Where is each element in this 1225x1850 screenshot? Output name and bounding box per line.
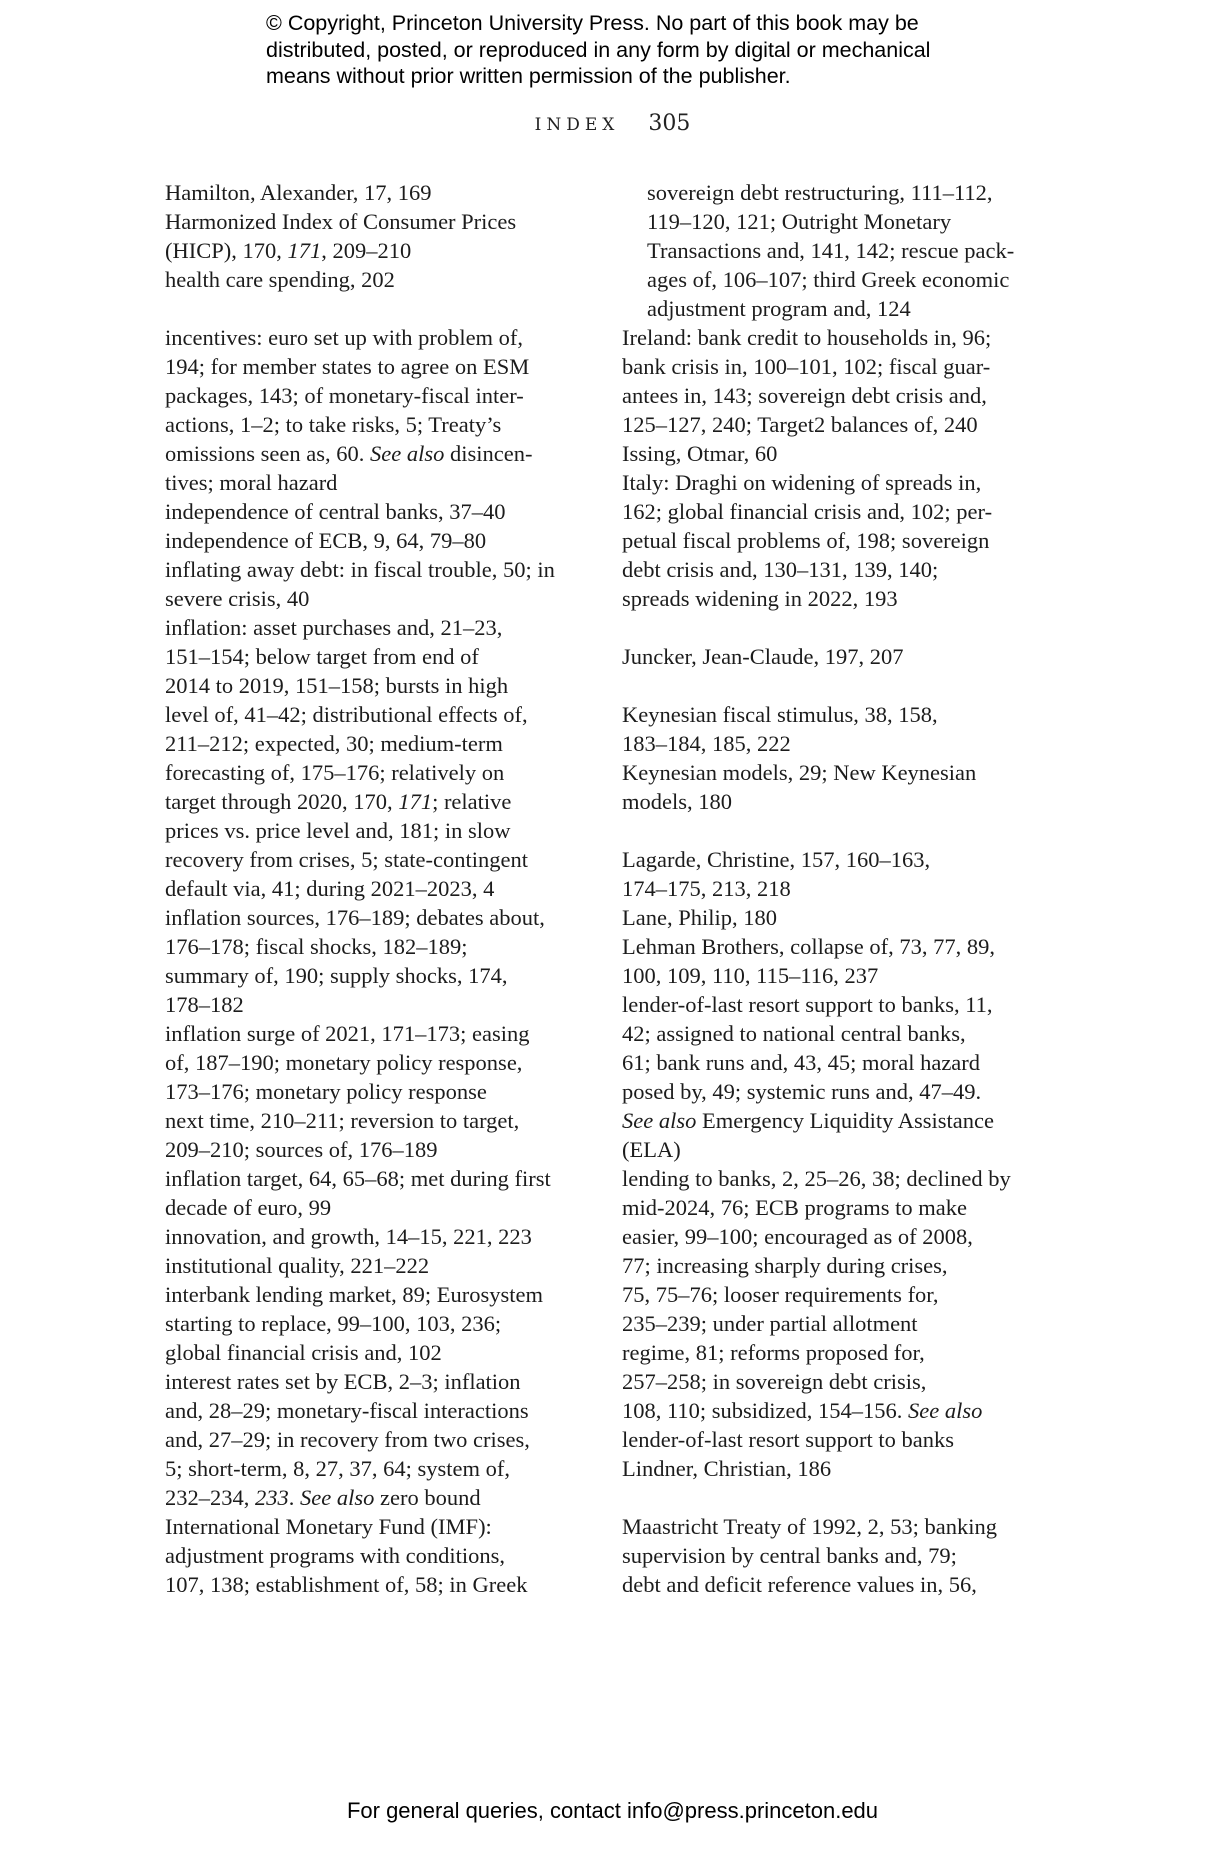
copyright-line: © Copyright, Princeton University Press. No part of this book may be: [266, 11, 919, 35]
index-entry: [622, 1164, 1052, 1454]
index-entry-line: and, 28–29; monetary-fiscal interactions: [165, 1398, 529, 1423]
index-entry-line: lender-of-last resort support to banks: [622, 1427, 954, 1452]
index-entry: [165, 1251, 595, 1280]
index-entry-line: omissions seen as, 60. See also disincen-: [165, 441, 533, 466]
index-entry-line: Hamilton, Alexander, 17, 169: [165, 180, 432, 205]
index-entry-line: adjustment programs with conditions,: [165, 1543, 505, 1568]
index-entry-line: 257–258; in sovereign debt crisis,: [622, 1369, 927, 1394]
index-entry: [165, 1019, 595, 1164]
index-entry-line: health care spending, 202: [165, 267, 395, 292]
index-entry-line: 173–176; monetary policy response: [165, 1079, 487, 1104]
index-entry-line: 151–154; below target from end of: [165, 644, 479, 669]
index-entry-line: regime, 81; reforms proposed for,: [622, 1340, 925, 1365]
index-entry-line: incentives: euro set up with problem of,: [165, 325, 524, 350]
index-entry: [622, 1512, 1052, 1599]
index-entry-line: 211–212; expected, 30; medium-term: [165, 731, 503, 756]
index-entry-line: 2014 to 2019, 151–158; bursts in high: [165, 673, 509, 698]
section-gap: [622, 613, 1052, 642]
index-entry: [622, 642, 1052, 671]
index-entry-line: models, 180: [622, 789, 732, 814]
index-entry-line: (ELA): [622, 1137, 681, 1162]
index-entry: [165, 526, 595, 555]
index-entry-line: level of, 41–42; distributional effects of,: [165, 702, 528, 727]
index-entry-line: forecasting of, 175–176; relatively on: [165, 760, 505, 785]
index-entry-line: prices vs. price level and, 181; in slow: [165, 818, 511, 843]
index-entry-line: interest rates set by ECB, 2–3; inflation: [165, 1369, 521, 1394]
index-entry-line: innovation, and growth, 14–15, 221, 223: [165, 1224, 532, 1249]
index-entry-line: actions, 1–2; to take risks, 5; Treaty’s: [165, 412, 502, 437]
index-entry-line: 100, 109, 110, 115–116, 237: [622, 963, 879, 988]
index-column-right: [622, 178, 1052, 1599]
index-entry-line: starting to replace, 99–100, 103, 236;: [165, 1311, 502, 1336]
index-entry: [165, 1280, 595, 1367]
index-entry-line: antees in, 143; sovereign debt crisis and,: [622, 383, 987, 408]
index-entry-line: 107, 138; establishment of, 58; in Greek: [165, 1572, 528, 1597]
index-entry: [165, 178, 595, 207]
index-entry-line: 77; increasing sharply during crises,: [622, 1253, 948, 1278]
page-number: 305: [648, 111, 691, 136]
index-entry-line: Harmonized Index of Consumer Prices: [165, 209, 517, 234]
index-entry-line: Juncker, Jean-Claude, 197, 207: [622, 644, 904, 669]
index-entry-line: severe crisis, 40: [165, 586, 310, 611]
index-entry-line: Maastricht Treaty of 1992, 2, 53; banking: [622, 1514, 997, 1539]
index-entry: [622, 903, 1052, 932]
index-entry-line: 125–127, 240; Target2 balances of, 240: [622, 412, 978, 437]
index-entry-line: International Monetary Fund (IMF):: [165, 1514, 492, 1539]
index-entry-line: 209–210; sources of, 176–189: [165, 1137, 438, 1162]
index-entry-line: 232–234, 233. See also zero bound: [165, 1485, 481, 1510]
index-entry: [165, 323, 595, 497]
copyright-line: means without prior written permission of the publisher.: [266, 64, 791, 88]
index-entry-line: Ireland: bank credit to households in, 96;: [622, 325, 992, 350]
index-entry-line: inflation target, 64, 65–68; met during first: [165, 1166, 551, 1191]
index-entry-line: independence of central banks, 37–40: [165, 499, 506, 524]
index-entry-line: and, 27–29; in recovery from two crises,: [165, 1427, 530, 1452]
index-entry: [622, 990, 1052, 1164]
index-entry: [622, 178, 1052, 323]
index-entry: [165, 1512, 595, 1599]
index-entry-line: (HICP), 170, 171, 209–210: [165, 238, 412, 263]
index-entry: [165, 613, 595, 903]
index-entry-line: 42; assigned to national central banks,: [622, 1021, 966, 1046]
index-entry-line: mid-2024, 76; ECB programs to make: [622, 1195, 967, 1220]
running-head: [0, 111, 1225, 136]
index-entry-line: lending to banks, 2, 25–26, 38; declined by: [622, 1166, 1011, 1191]
index-entry: [622, 1454, 1052, 1483]
index-entry-line: 119–120, 121; Outright Monetary: [647, 209, 952, 234]
index-entry-line: 174–175, 213, 218: [622, 876, 791, 901]
index-entry-line: debt crisis and, 130–131, 139, 140;: [622, 557, 939, 582]
section-gap: [165, 294, 595, 323]
index-entry-line: next time, 210–211; reversion to target,: [165, 1108, 520, 1133]
index-entry-line: 5; short-term, 8, 27, 37, 64; system of,: [165, 1456, 510, 1481]
index-entry-line: easier, 99–100; encouraged as of 2008,: [622, 1224, 973, 1249]
index-entry-line: petual fiscal problems of, 198; sovereign: [622, 528, 990, 553]
index-entry-line: inflation sources, 176–189; debates about,: [165, 905, 545, 930]
section-gap: [622, 671, 1052, 700]
index-entry-line: Transactions and, 141, 142; rescue pack-: [647, 238, 1015, 263]
index-entry: [165, 1367, 595, 1512]
index-entry: [165, 555, 595, 613]
index-entry-line: supervision by central banks and, 79;: [622, 1543, 957, 1568]
index-entry-line: Lehman Brothers, collapse of, 73, 77, 89,: [622, 934, 996, 959]
index-entry-line: Keynesian models, 29; New Keynesian: [622, 760, 977, 785]
index-entry: [165, 497, 595, 526]
index-entry-line: institutional quality, 221–222: [165, 1253, 430, 1278]
index-entry: [622, 468, 1052, 613]
running-head-label: INDEX: [534, 115, 620, 135]
index-entry-line: posed by, 49; systemic runs and, 47–49.: [622, 1079, 982, 1104]
index-entry: [622, 439, 1052, 468]
index-entry: [622, 700, 1052, 758]
footer-contact: For general queries, contact info@press.princeton.edu: [346, 1798, 879, 1823]
index-entry-line: independence of ECB, 9, 64, 79–80: [165, 528, 487, 553]
index-column-left: [165, 178, 595, 1599]
index-entry-line: 75, 75–76; looser requirements for,: [622, 1282, 939, 1307]
index-entry-line: global financial crisis and, 102: [165, 1340, 442, 1365]
index-entry-line: of, 187–190; monetary policy response,: [165, 1050, 523, 1075]
index-entry-line: debt and deficit reference values in, 56,: [622, 1572, 977, 1597]
index-entry-line: Lane, Philip, 180: [622, 905, 777, 930]
index-entry: [622, 932, 1052, 990]
index-entry-line: packages, 143; of monetary-fiscal inter-: [165, 383, 524, 408]
index-entry-line: 178–182: [165, 992, 244, 1017]
index-entry: [622, 845, 1052, 903]
index-entry: [622, 323, 1052, 439]
index-entry-line: spreads widening in 2022, 193: [622, 586, 898, 611]
index-entry: [165, 1222, 595, 1251]
copyright-line: distributed, posted, or reproduced in any form by digital or mechanical: [266, 37, 931, 62]
index-entry-line: lender-of-last resort support to banks, 11,: [622, 992, 993, 1017]
index-entry-line: Issing, Otmar, 60: [622, 441, 778, 466]
index-entry-line: 108, 110; subsidized, 154–156. See also: [622, 1398, 983, 1423]
index-entry-line: Keynesian fiscal stimulus, 38, 158,: [622, 702, 938, 727]
index-entry-line: 183–184, 185, 222: [622, 731, 791, 756]
index-entry-line: 162; global financial crisis and, 102; per-: [622, 499, 993, 524]
index-entry-line: 194; for member states to agree on ESM: [165, 354, 530, 379]
index-entry: [165, 903, 595, 1019]
index-entry-line: inflation surge of 2021, 171–173; easing: [165, 1021, 530, 1046]
index-entry: [165, 207, 595, 265]
index-entry-line: summary of, 190; supply shocks, 174,: [165, 963, 508, 988]
index-entry-line: 176–178; fiscal shocks, 182–189;: [165, 934, 468, 959]
index-entry-line: inflating away debt: in fiscal trouble, 50; in: [165, 557, 555, 582]
section-gap: [622, 816, 1052, 845]
index-entry: [165, 265, 595, 294]
index-entry-line: recovery from crises, 5; state-contingent: [165, 847, 528, 872]
copyright-notice: [266, 10, 1026, 90]
index-entry-line: ages of, 106–107; third Greek economic: [647, 267, 1010, 292]
index-entry-line: 61; bank runs and, 43, 45; moral hazard: [622, 1050, 981, 1075]
index-entry-line: tives; moral hazard: [165, 470, 338, 495]
index-entry-line: adjustment program and, 124: [647, 296, 911, 321]
index-entry-line: decade of euro, 99: [165, 1195, 332, 1220]
index-entry-line: inflation: asset purchases and, 21–23,: [165, 615, 503, 640]
index-entry-line: default via, 41; during 2021–2023, 4: [165, 876, 495, 901]
index-entry-line: Lindner, Christian, 186: [622, 1456, 832, 1481]
index-entry: [622, 758, 1052, 816]
section-gap: [622, 1483, 1052, 1512]
index-entry-line: sovereign debt restructuring, 111–112,: [647, 180, 993, 205]
index-entry-line: bank crisis in, 100–101, 102; fiscal guar-: [622, 354, 991, 379]
index-entry: [165, 1164, 595, 1222]
index-entry-line: Italy: Draghi on widening of spreads in,: [622, 470, 982, 495]
index-entry-line: See also Emergency Liquidity Assistance: [622, 1108, 995, 1133]
index-entry-line: Lagarde, Christine, 157, 160–163,: [622, 847, 931, 872]
index-entry-line: target through 2020, 170, 171; relative: [165, 789, 512, 814]
index-entry-line: interbank lending market, 89; Eurosystem: [165, 1282, 544, 1307]
index-entry-line: 235–239; under partial allotment: [622, 1311, 918, 1336]
